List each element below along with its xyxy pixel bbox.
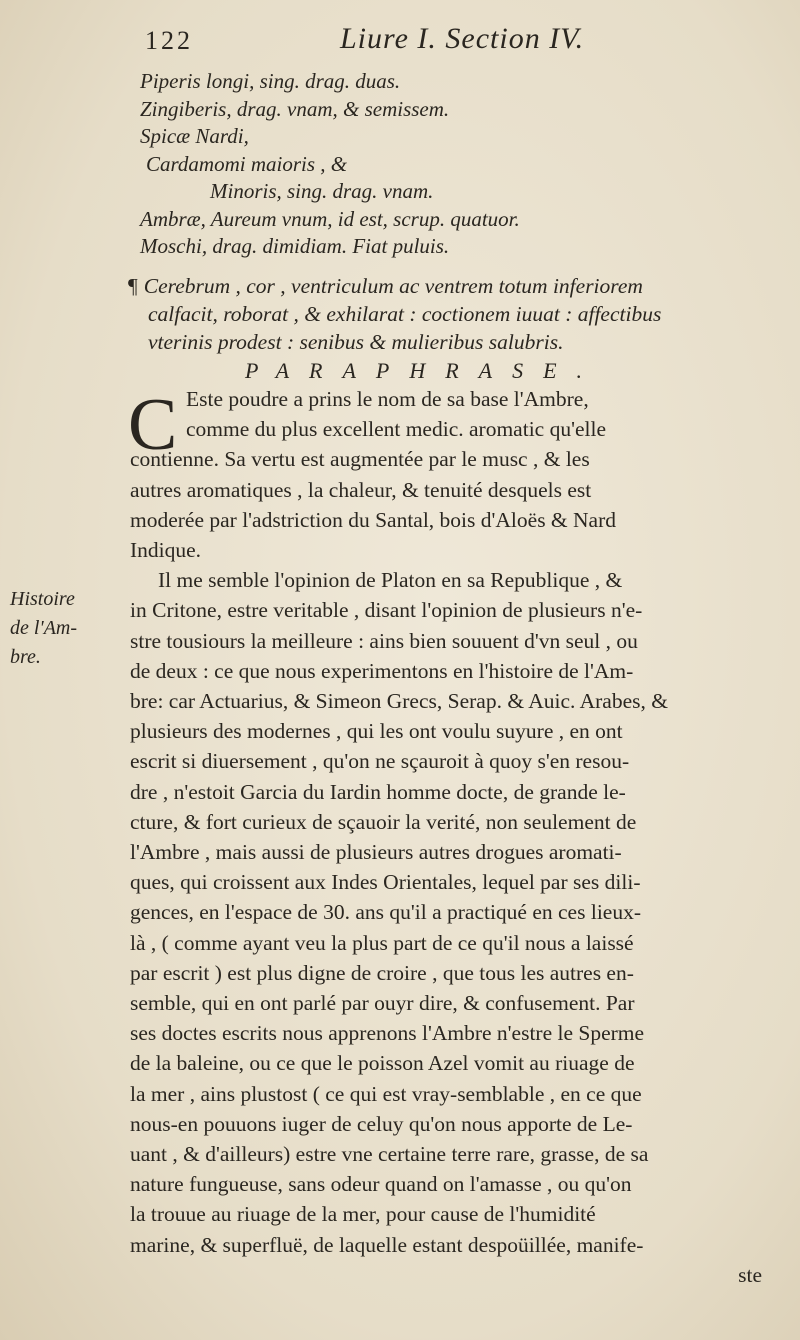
- body-line: gences, en l'espace de 30. ans qu'il a practiqué en ces lieux-: [130, 900, 641, 925]
- body-line: comme du plus excellent medic. aromatic qu'elle: [186, 417, 606, 442]
- recipe-line: Spicæ Nardi,: [140, 124, 249, 148]
- body-line: stre tousiours la meilleure : ains bien souuent d'vn seul , ou: [130, 628, 638, 653]
- body-line: Este poudre a prins le nom de sa base l'Ambre,: [186, 387, 589, 411]
- drop-cap: C: [128, 384, 178, 466]
- body-line: Il me semble l'opinion de Platon en sa Republique , &: [158, 568, 623, 593]
- virtues-paragraph: [128, 272, 788, 356]
- recipe-list: [140, 68, 780, 261]
- body-line: dre , n'estoit Garcia du Iardin homme docte, de grande le-: [130, 779, 626, 804]
- margin-note: [10, 585, 100, 672]
- section-heading: PARAPHRASE.: [245, 358, 603, 383]
- body-line: cture, & fort curieux de sçauoir la verité, non seulement de: [130, 809, 637, 834]
- body-line: uant , & d'ailleurs) estre vne certaine terre rare, grasse, de sa: [130, 1142, 649, 1167]
- body-line: plusieurs des modernes , qui les ont voulu suyure , en ont: [130, 719, 623, 744]
- body-line: semble, qui en ont parlé par ouyr dire, & confusement. Par: [130, 991, 635, 1016]
- body-line: ques, qui croissent aux Indes Orientales, lequel par ses dili-: [130, 870, 641, 895]
- body-line: par escrit ) est plus digne de croire , que tous les autres en-: [130, 960, 634, 985]
- running-title: Liure I. Section IV.: [340, 22, 585, 55]
- body-line: in Critone, estre veritable , disant l'opinion de plusieurs n'e-: [130, 598, 643, 623]
- page-header: [145, 22, 785, 62]
- body-line: contienne. Sa vertu est augmentée par le musc , & les: [130, 447, 590, 472]
- body-line: autres aromatiques , la chaleur, & tenuité desquels est: [130, 477, 592, 502]
- body-line: nous-en pouuons iuger de celuy qu'on nous apporte de Le-: [130, 1111, 633, 1136]
- body-line: moderée par l'adstriction du Santal, bois d'Aloës & Nard: [130, 507, 617, 532]
- body-line: de deux : ce que nous experimentons en l'histoire de l'Am-: [130, 658, 634, 683]
- recipe-line: Minoris, sing. drag. vnam.: [210, 179, 434, 203]
- body-line: là , ( comme ayant veu la plus part de ce qu'il nous a laissé: [130, 930, 634, 955]
- body-line: la trouue au riuage de la mer, pour cause de l'humidité: [130, 1202, 596, 1227]
- body-line: marine, & superfluë, de laquelle estant despoüillée, manife-: [130, 1232, 644, 1257]
- body-text: [130, 384, 790, 1290]
- page-number: 122: [145, 26, 193, 55]
- body-line: nature fungueuse, sans odeur quand on l'amasse , ou qu'on: [130, 1172, 632, 1197]
- body-line: escrit si diuersement , qu'on ne sçauroit à quoy s'en resou-: [130, 749, 630, 774]
- margin-note-line: de l'Am-: [10, 617, 78, 639]
- body-line: la mer , ains plustost ( ce qui est vray-semblable , en ce que: [130, 1081, 642, 1106]
- recipe-line: Cardamomi maioris , &: [146, 151, 348, 176]
- recipe-line: Moschi, drag. dimidiam. Fiat puluis.: [140, 234, 450, 258]
- body-line: de la baleine, ou ce que le poisson Azel vomit au riuage de: [130, 1051, 635, 1076]
- margin-note-line: Histoire: [10, 588, 75, 610]
- virtue-line: vterinis prodest : senibus & mulieribus salubris.: [148, 330, 564, 354]
- recipe-line: Zingiberis, drag. vnam, & semissem.: [140, 96, 450, 121]
- recipe-line: Piperis longi, sing. drag. duas.: [140, 69, 401, 93]
- body-line: Indique.: [130, 538, 202, 563]
- body-line: bre: car Actuarius, & Simeon Grecs, Serap. & Auic. Arabes, &: [130, 689, 668, 714]
- virtue-line: Cerebrum , cor , ventriculum ac ventrem totum inferiorem: [143, 274, 643, 298]
- margin-note-line: bre.: [10, 646, 41, 668]
- recipe-line: Ambræ, Aureum vnum, id est, scrup. quatuor.: [140, 206, 520, 231]
- catchword: ste: [738, 1262, 762, 1287]
- pilcrow-icon: ¶: [128, 274, 138, 298]
- body-line: ses doctes escrits nous apprenons l'Ambre n'estre le Sperme: [130, 1021, 645, 1046]
- body-line: l'Ambre , mais aussi de plusieurs autres drogues aromati-: [130, 840, 622, 865]
- virtue-line: calfacit, roborat , & exhilarat : coctionem iuuat : affectibus: [148, 302, 662, 326]
